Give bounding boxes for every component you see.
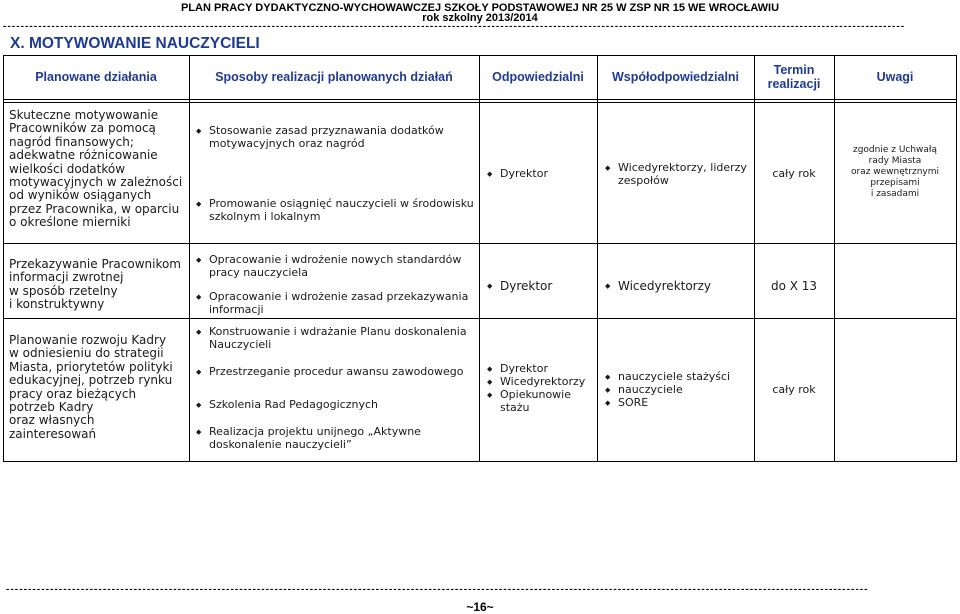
row3-planned: Planowanie rozwoju Kadry w odniesieniu do strategii Miasta, priorytetów polityki edukacyjnej, potrzeb rynku pracy oraz bieżących potrzeb Kadry oraz własnych zainteresowań <box>9 333 173 441</box>
col-header-notes: Uwagi <box>876 70 914 84</box>
row3-co-responsible-3: ◆ SORE <box>605 397 764 410</box>
row3-co-responsible-2: ◆ nauczyciele <box>605 384 764 397</box>
section-title: X. MOTYWOWANIE NAUCZYCIELI <box>10 35 260 52</box>
row1-planned: Skuteczne motywowanie Pracowników za pomocą nagród finansowych; adekwatne różnicowanie wielkości dodatków motywacyjnych w zależności od wyników osiąganych przez Pracownika, w oparciu o określone mierniki <box>9 108 183 230</box>
row1-co-responsible: ◆ Wicedyrektorzy, liderzy zespołów <box>605 162 764 187</box>
row3-co-responsible-1: ◆ nauczyciele stażyści <box>605 371 764 384</box>
col-header-responsible: Odpowiedzialni <box>492 70 584 84</box>
header-school-year: rok szkolny 2013/2014 <box>422 12 538 24</box>
col-header-term: Termin realizacji <box>767 63 821 91</box>
footer-dash-line: ---------------------------------------------------------------------------------------------------------------------------------------------------------------------------------------------------- <box>5 587 868 593</box>
row3-responsible-2: ◆ Wicedyrektorzy <box>487 376 608 389</box>
col-header-methods: Sposoby realizacji planowanych działań <box>215 70 453 84</box>
row1-method-1: ◆ Stosowanie zasad przyznawania dodatków motywacyjnych oraz nagród <box>196 125 489 150</box>
row2-responsible: ◆ Dyrektor <box>487 280 608 293</box>
row3-responsible-1: ◆ Dyrektor <box>487 363 608 376</box>
row1-notes: zgodnie z Uchwałą rady Miasta oraz wewnętrznymi przepisami i zasadami <box>850 145 940 199</box>
row1-responsible: ◆ Dyrektor <box>487 168 608 181</box>
row2-method-1: ◆ Opracowanie i wdrożenie nowych standardów pracy nauczyciela <box>196 254 489 279</box>
row2-planned: Przekazywanie Pracownikom informacji zwrotnej w sposób rzetelny i konstruktywny <box>9 257 181 312</box>
col-header-planned: Planowane działania <box>35 70 157 84</box>
row2-term: do X 13 <box>770 279 818 293</box>
header-title: PLAN PRACY DYDAKTYCZNO-WYCHOWAWCZEJ SZKOŁY PODSTAWOWEJ NR 25 W ZSP NR 15 WE WROCŁAWIU <box>180 2 780 14</box>
plan-table <box>3 55 957 460</box>
row3-method-1: ◆ Konstruowanie i wdrażanie Planu doskonalenia Nauczycieli <box>196 326 489 351</box>
row1-method-2: ◆ Promowanie osiągnięć nauczycieli w środowisku szkolnym i lokalnym <box>196 198 489 223</box>
row2-co-responsible: ◆ Wicedyrektorzy <box>605 280 764 293</box>
page-number: ~16~ <box>466 600 494 614</box>
row3-method-2: ◆ Przestrzeganie procedur awansu zawodowego <box>196 366 489 379</box>
row3-responsible-3: ◆ Opiekunowie stażu <box>487 389 590 414</box>
row1-term: cały rok <box>772 167 816 180</box>
header-dash-line: ------------------------------------------------------------------------------------------------------------------------------------------------------------------------------------------------------------- <box>2 24 905 30</box>
row2-method-2: ◆ Opracowanie i wdrożenie zasad przekazywania informacji <box>196 291 489 316</box>
row3-term: cały rok <box>772 383 816 396</box>
row3-method-3: ◆ Szkolenia Rad Pedagogicznych <box>196 399 489 412</box>
row3-method-4: ◆ Realizacja projektu unijnego „Aktywne doskonalenie nauczycieli” <box>196 426 489 451</box>
col-header-co-responsible: Współodpowiedzialni <box>611 70 740 84</box>
